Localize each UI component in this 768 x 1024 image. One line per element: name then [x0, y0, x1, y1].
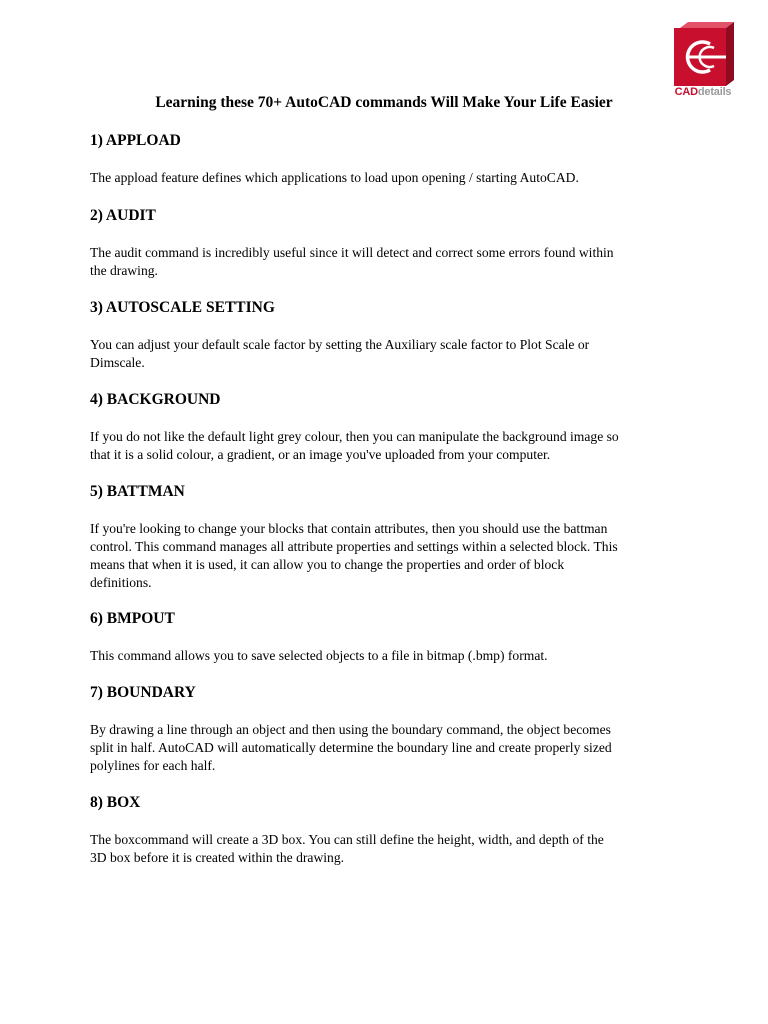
section-text-line: definitions. [90, 575, 152, 590]
section-background [90, 391, 690, 464]
section-text-line: the drawing. [90, 263, 158, 278]
section-text-line: that it is a solid colour, a gradient, or an image you've uploaded from your computer. [90, 447, 551, 462]
section-text-line: If you're looking to change your blocks that contain attributes, then you should use the battman [90, 521, 608, 536]
section-text-line: By drawing a line through an object and then using the boundary command, the object becomes [90, 722, 611, 737]
section-heading: 4) BACKGROUND [90, 391, 221, 408]
section-heading: 6) BMPOUT [90, 610, 175, 627]
section-bmpout [90, 610, 690, 665]
section-text-line: This command allows you to save selected objects to a file in bitmap (.bmp) format. [90, 648, 548, 663]
section-text-line: 3D box before it is created within the drawing. [90, 850, 345, 865]
section-text-line: Dimscale. [90, 355, 145, 370]
section-battman [90, 483, 690, 592]
section-heading: 2) AUDIT [90, 207, 156, 224]
section-audit [90, 207, 690, 280]
page-title: Learning these 70+ AutoCAD commands Will Make Your Life Easier [155, 94, 613, 111]
section-heading: 7) BOUNDARY [90, 684, 196, 701]
section-heading: 3) AUTOSCALE SETTING [90, 299, 275, 316]
section-text-line: The audit command is incredibly useful since it will detect and correct some errors found within [90, 245, 614, 260]
section-text-line: polylines for each half. [90, 758, 216, 773]
section-text-line: The boxcommand will create a 3D box. You can still define the height, width, and depth of the [90, 832, 604, 847]
logo-brand-part2: details [697, 86, 732, 98]
section-text-line: control. This command manages all attribute properties and settings within a selected block. This [90, 539, 618, 554]
section-box [90, 794, 690, 867]
section-text-line: You can adjust your default scale factor by setting the Auxiliary scale factor to Plot Scale or [90, 337, 590, 352]
section-autoscale-setting [90, 299, 690, 372]
section-text-line: means that when it is used, it can allow you to change the properties and order of block [90, 557, 565, 572]
section-text-line: The appload feature defines which applications to load upon opening / starting AutoCAD. [90, 170, 579, 185]
section-appload [90, 132, 690, 187]
section-heading: 1) APPLOAD [90, 132, 181, 149]
section-text-line: If you do not like the default light grey colour, then you can manipulate the background image so [90, 429, 619, 444]
section-text-line: split in half. AutoCAD will automatically determine the boundary line and create properly sized [90, 740, 612, 755]
logo-brand-part1: CAD [674, 86, 698, 98]
section-heading: 8) BOX [90, 794, 141, 811]
section-heading: 5) BATTMAN [90, 483, 185, 500]
logo-cube-icon [666, 22, 740, 86]
section-boundary [90, 684, 690, 775]
